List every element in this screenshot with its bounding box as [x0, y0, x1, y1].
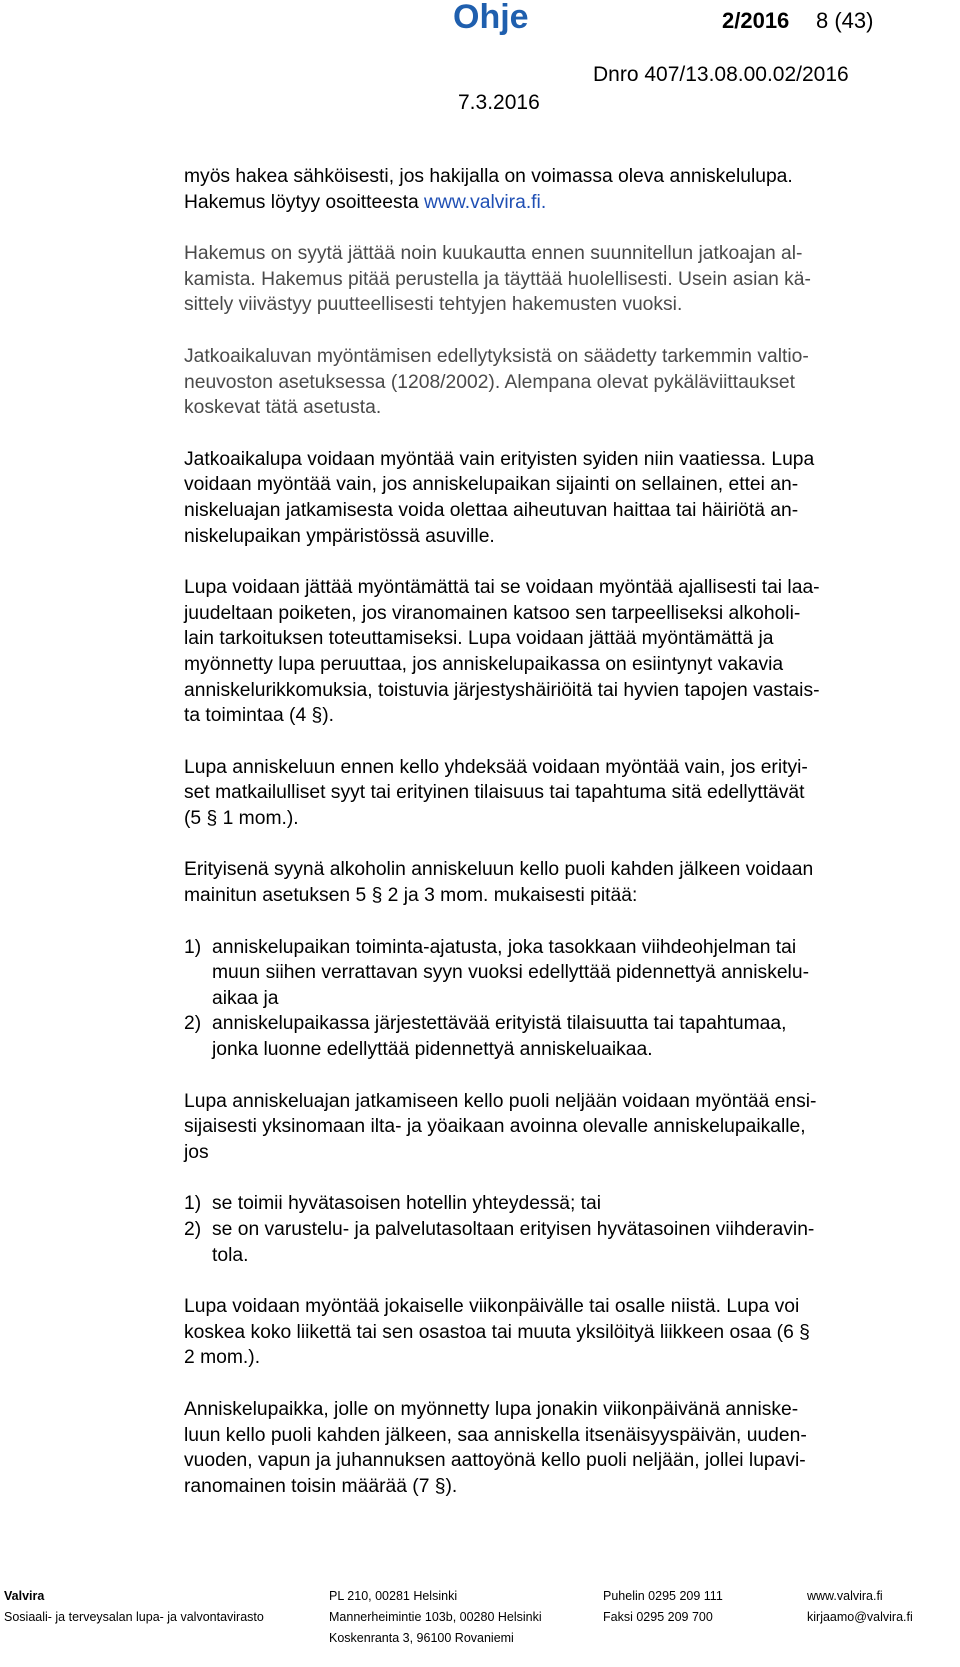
valvira-website-link[interactable]: www.valvira.fi	[424, 191, 541, 213]
paragraph: Lupa anniskeluun ennen kello yhdeksää voidaan myöntää vain, jos erityi- set matkailulliset syyt tai erityinen tilaisuus tai tapahtuma sitä edellyttävät (5 § 1 mom.).	[184, 756, 808, 829]
list-text: anniskelupaikan toiminta-ajatusta, joka tasokkaan viihdeohjelman tai muun siihen verrattavan syyn vuoksi edellyttää pidennettyä anniskelu- aikaa ja	[212, 936, 809, 1009]
record-number: Dnro 407/13.08.00.02/2016	[593, 63, 849, 86]
paragraph: Lupa anniskeluajan jatkamiseen kello puoli neljään voidaan myöntää ensi- sijaisesti yksinomaan ilta- ja yöaikaan avoinna olevalle anniskelupaikalle, jos	[184, 1090, 817, 1163]
footer-website[interactable]: www.valvira.fi	[807, 1589, 883, 1603]
numbered-list	[184, 1191, 944, 1268]
list-number: 2)	[184, 1219, 202, 1240]
paragraph: Jatkoaikaluvan myöntämisen edellytyksistä on säädetty tarkemmin valtio- neuvoston asetuksessa (1208/2002). Alempana olevat pykäläviittaukset koskevat tätä asetusta.	[184, 345, 809, 419]
footer-address-2: Mannerheimintie 103b, 00280 Helsinki	[329, 1610, 542, 1624]
list-item	[184, 935, 944, 1012]
paragraph: Hakemus on syytä jättää noin kuukautta ennen suunnitellun jatkoajan al- kamista. Hakemus pitää perustella ja täyttää huolellisesti. Usein asian kä- sittely viivästyy puutteellisesti tehtyjen hakemusten vuoksi.	[184, 243, 811, 316]
document-date: 7.3.2016	[458, 91, 540, 114]
footer-org-full-name: Sosiaali- ja terveysalan lupa- ja valvontavirasto	[4, 1610, 264, 1624]
paragraph	[184, 164, 944, 215]
paragraph: Jatkoaikalupa voidaan myöntää vain erityisten syiden niin vaatiessa. Lupa voidaan myöntää vain, jos anniskelupaikan sijainti on sellainen, ettei an- niskeluajan jatkamisesta voida olettaa aiheutuvan haittaa tai häiriötä an- niskelupaikan ympäristössä asuville.	[184, 448, 815, 547]
paragraph: Erityisenä syynä alkoholin anniskeluun kello puoli kahden jälkeen voidaan mainitun asetuksen 5 § 2 ja 3 mom. mukaisesti pitää:	[184, 859, 814, 907]
list-text: se on varustelu- ja palvelutasoltaan erityisen hyvätasoinen viihderavin- tola.	[212, 1219, 815, 1266]
list-text: se toimii hyvätasoisen hotellin yhteydessä; tai	[212, 1193, 602, 1215]
paragraph: Lupa voidaan jättää myöntämättä tai se voidaan myöntää ajallisesti tai laa- juudeltaan poiketen, jos viranomainen katsoo sen tarpeelliseksi alkoholi- lain tarkoituksen toteuttamiseksi. Lupa voidaan jättää myöntämättä ja myönnetty lupa peruuttaa, jos anniskelupaikassa on esiintynyt vakavia anniskelurikkomuksia, toistuvia järjestyshäiriöitä tai hyvien tapojen vastais- ta toimintaa (4 §).	[184, 577, 820, 727]
page-number: 8 (43)	[816, 8, 874, 33]
paragraph-text: myös hakea sähköisesti, jos hakijalla on voimassa oleva anniskelulupa. Hakemus löytyy osoitteesta	[184, 166, 793, 213]
document-number: 2/2016	[722, 8, 790, 33]
footer-address-3: Koskenranta 3, 96100 Rovaniemi	[329, 1631, 514, 1645]
list-item	[184, 1011, 944, 1062]
numbered-list	[184, 935, 944, 1063]
footer-phone: Puhelin 0295 209 111	[603, 1589, 723, 1603]
list-text: anniskelupaikassa järjestettävää erityistä tilaisuutta tai tapahtumaa, jonka luonne edellyttää pidennettyä anniskeluaikaa.	[212, 1013, 787, 1061]
list-item	[184, 1191, 944, 1217]
list-number: 1)	[184, 936, 202, 958]
footer-address-1: PL 210, 00281 Helsinki	[329, 1589, 458, 1603]
footer-fax: Faksi 0295 209 700	[603, 1610, 713, 1624]
page-footer	[0, 1589, 960, 1667]
list-number: 2)	[184, 1013, 202, 1035]
document-type-title: Ohje	[453, 0, 529, 36]
footer-email[interactable]: kirjaamo@valvira.fi	[807, 1610, 913, 1624]
list-number: 1)	[184, 1193, 202, 1215]
paragraph: Anniskelupaikka, jolle on myönnetty lupa jonakin viikonpäivänä anniske- luun kello puoli kahden jälkeen, saa anniskella itsenäisyyspäivän, uuden- vuoden, vapun ja juhannuksen aattoyönä kello puoli neljään, jollei lupavi- ranomainen toisin määrää (7 §).	[184, 1398, 807, 1497]
footer-org-name: Valvira	[4, 1589, 45, 1603]
document-body	[184, 164, 944, 1525]
list-item	[184, 1217, 944, 1268]
paragraph: Lupa voidaan myöntää jokaiselle viikonpäivälle tai osalle niistä. Lupa voi koskea koko liikettä tai sen osastoa tai muuta yksilöityä liikkeen osaa (6 § 2 mom.).	[184, 1296, 810, 1369]
link-period: .	[540, 191, 547, 213]
